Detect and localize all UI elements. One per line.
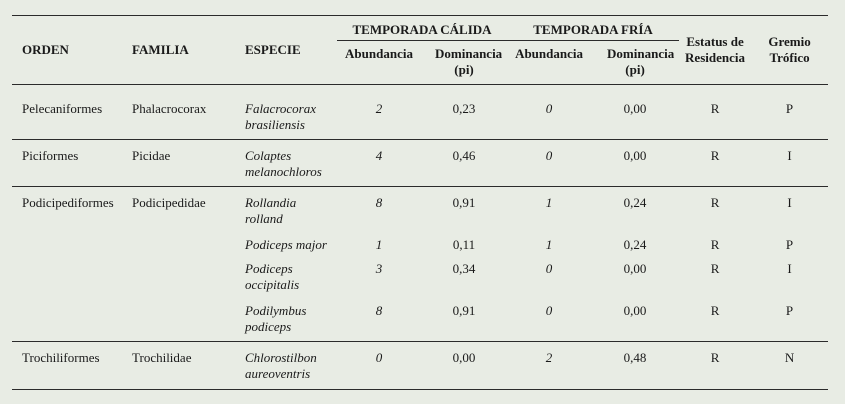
- abundancia-calida-cell: 8: [337, 293, 421, 342]
- table-row: [12, 342, 828, 390]
- familia-cell: Trochilidae: [122, 342, 235, 390]
- table-row: [12, 227, 828, 253]
- dominancia-calida-cell: 0,91: [421, 293, 507, 342]
- estatus-cell: R: [710, 261, 720, 276]
- estatus-cell: R: [710, 195, 720, 210]
- especie-cell: Podilymbus podiceps: [235, 293, 337, 342]
- header-familia: FAMILIA: [132, 42, 189, 57]
- header-dominancia-fria: Dominancia (pi): [607, 46, 675, 77]
- header-orden: ORDEN: [22, 42, 69, 57]
- especie-cell: Podiceps occipitalis: [245, 261, 300, 292]
- abundancia-fria-cell: 0: [507, 140, 591, 187]
- orden-cell: Podicipediformes: [22, 195, 114, 210]
- familia-cell: Podicipedidae: [132, 195, 206, 210]
- header-temporada-fria: TEMPORADA FRÍA: [507, 16, 679, 41]
- dominancia-fria-cell: 0,00: [591, 91, 679, 140]
- header-especie: ESPECIE: [245, 42, 301, 57]
- familia-cell: Phalacrocorax: [122, 91, 235, 140]
- dominancia-calida-cell: 0,91: [452, 195, 476, 210]
- header-abundancia-calida: Abundancia: [345, 46, 413, 61]
- abundancia-fria-cell: 2: [507, 342, 591, 390]
- header-estatus: Estatus de Residencia: [679, 16, 751, 85]
- especie-cell: Chlorostilbon aureoventris: [235, 342, 337, 390]
- orden-cell: [12, 253, 122, 293]
- abundancia-calida-cell: 4: [337, 140, 421, 187]
- familia-cell: Picidae: [122, 140, 235, 187]
- orden-cell: [12, 227, 122, 253]
- familia-cell: [122, 253, 235, 293]
- dominancia-calida-cell: 0,00: [421, 342, 507, 390]
- gremio-cell: N: [751, 342, 828, 390]
- abundancia-calida-cell: 1: [375, 237, 383, 252]
- dominancia-fria-cell: 0,24: [623, 195, 647, 210]
- especie-cell: Rollandia rolland: [245, 195, 297, 226]
- header-gremio: Gremio Trófico: [751, 16, 828, 85]
- estatus-cell: R: [679, 293, 751, 342]
- table-row: [12, 187, 828, 228]
- estatus-cell: R: [679, 91, 751, 140]
- dominancia-fria-cell: 0,00: [591, 293, 679, 342]
- orden-cell: Pelecaniformes: [12, 91, 122, 140]
- dominancia-fria-cell: 0,00: [623, 261, 647, 276]
- table-row: [12, 91, 828, 140]
- gremio-cell: I: [787, 195, 792, 210]
- gremio-cell: P: [751, 91, 828, 140]
- dominancia-fria-cell: 0,24: [623, 237, 647, 252]
- familia-cell: [122, 293, 235, 342]
- header-abundancia-fria: Abundancia: [515, 46, 583, 61]
- abundancia-fria-cell: 1: [545, 195, 553, 210]
- species-table: [12, 15, 828, 390]
- table-row: [12, 140, 828, 187]
- abundancia-calida-cell: 8: [375, 195, 383, 210]
- estatus-cell: R: [679, 140, 751, 187]
- table-row: [12, 293, 828, 342]
- abundancia-fria-cell: 0: [545, 261, 553, 276]
- dominancia-calida-cell: 0,34: [452, 261, 476, 276]
- gremio-cell: I: [751, 140, 828, 187]
- gremio-cell: P: [751, 293, 828, 342]
- abundancia-calida-cell: 2: [337, 91, 421, 140]
- abundancia-fria-cell: 0: [507, 293, 591, 342]
- especie-cell: Falacrocorax brasiliensis: [235, 91, 337, 140]
- orden-cell: [12, 293, 122, 342]
- dominancia-calida-cell: 0,23: [421, 91, 507, 140]
- orden-cell: Piciformes: [12, 140, 122, 187]
- familia-cell: [122, 227, 235, 253]
- header-dominancia-calida: Dominancia (pi): [435, 46, 503, 77]
- dominancia-calida-cell: 0,11: [452, 237, 476, 252]
- header-temporada-calida: TEMPORADA CÁLIDA: [337, 16, 507, 41]
- abundancia-fria-cell: 0: [507, 91, 591, 140]
- estatus-cell: R: [679, 342, 751, 390]
- abundancia-calida-cell: 0: [337, 342, 421, 390]
- estatus-cell: R: [710, 237, 720, 252]
- especie-cell: Podiceps major: [245, 237, 327, 252]
- table-row: [12, 253, 828, 293]
- orden-cell: Trochiliformes: [12, 342, 122, 390]
- dominancia-fria-cell: 0,00: [591, 140, 679, 187]
- gremio-cell: P: [785, 237, 794, 252]
- especie-cell: Colaptes melanochloros: [235, 140, 337, 187]
- abundancia-calida-cell: 3: [375, 261, 383, 276]
- gremio-cell: I: [787, 261, 792, 276]
- dominancia-calida-cell: 0,46: [421, 140, 507, 187]
- dominancia-fria-cell: 0,48: [591, 342, 679, 390]
- abundancia-fria-cell: 1: [545, 237, 553, 252]
